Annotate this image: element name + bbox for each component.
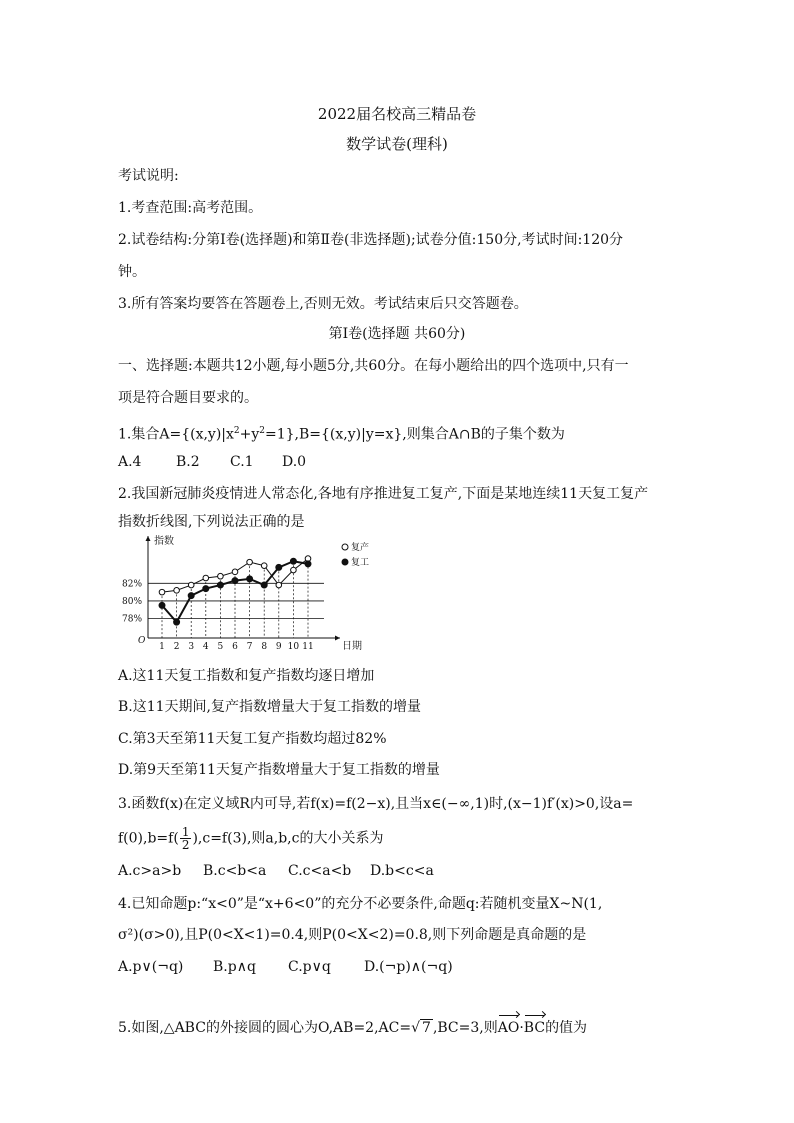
q3-option-c: C.c<a<b <box>288 863 352 879</box>
q1-option-c: C.1 <box>230 454 254 470</box>
q1-text-a: 1.集合A={(x,y)|x <box>118 426 234 443</box>
q4-option-b: B.p∧q <box>213 959 256 975</box>
vector-bc: BC <box>523 1020 546 1036</box>
data-point-hollow <box>247 559 253 565</box>
data-point-filled <box>174 619 180 625</box>
question-4-options <box>118 957 453 977</box>
question-2-line-2: 指数折线图,下列说法正确的是 <box>118 514 305 530</box>
q1-option-d: D.0 <box>282 454 307 470</box>
question-2-line-1: 2.我国新冠肺炎疫情进人常态化,各地有序推进复工复产,下面是某地连续11天复工复产 <box>118 486 649 502</box>
data-point-hollow <box>188 582 194 588</box>
q5-text-a: 5.如图,△ABC的外接圆的圆心为O,AB=2,AC= <box>118 1020 412 1036</box>
q5-text-b: ,BC=3,则 <box>432 1020 498 1036</box>
x-tick-label: 11 <box>302 642 314 652</box>
q1-text-b: +y <box>239 426 260 443</box>
data-point-hollow <box>291 567 297 573</box>
x-tick-label: 3 <box>188 642 195 652</box>
q4-option-d: D.(¬p)∧(¬q) <box>364 959 453 975</box>
data-point-filled <box>290 558 296 564</box>
question-5-stem <box>118 1018 678 1038</box>
part1-title: 第Ⅰ卷(选择题 共60分) <box>328 326 466 342</box>
sqrt-radicand: 7 <box>422 1020 431 1036</box>
y-tick-label: 82% <box>122 579 143 590</box>
x-tick-label: 10 <box>287 642 300 652</box>
exam-subtitle: 数学试卷(理科) <box>346 135 448 153</box>
instruction-item-3: 3.所有答案均要答在答题卷上,否则无效。考试结束后只交答题卷。 <box>118 296 528 312</box>
q2-option-b: B.这11天期间,复产指数增量大于复工指数的增量 <box>118 699 422 715</box>
x-tick-label: 2 <box>173 642 180 652</box>
data-point-filled <box>261 582 267 588</box>
vector-ao: AO <box>497 1020 520 1036</box>
data-point-filled <box>305 561 311 567</box>
q1-text-c: =1},B={(x,y)|y=x},则集合A∩B的子集个数为 <box>265 426 565 443</box>
legend-marker-hollow <box>342 544 348 550</box>
question-1-options <box>118 452 306 472</box>
frac-denominator: 2 <box>181 838 190 852</box>
x-tick-label: 8 <box>261 642 268 652</box>
question-4-line-2: σ²)(σ>0),且P(0<X<1)=0.4,则P(0<X<2)=0.8,则下列命题是真命题的是 <box>118 927 587 943</box>
q2-option-a: A.这11天复工指数和复产指数均逐日增加 <box>118 668 375 684</box>
q3-text-b: ),c=f(3),则a,b,c的大小关系为 <box>192 830 384 847</box>
data-point-filled <box>188 593 194 599</box>
legend-entry: 复工 <box>351 558 370 568</box>
frac-numerator: 1 <box>181 825 190 839</box>
q3-text-a: f(0),b=f( <box>118 830 179 847</box>
data-point-filled <box>247 576 253 582</box>
data-point-filled <box>232 578 238 584</box>
x-axis-arrow <box>335 636 340 641</box>
y-tick-label: 80% <box>122 596 143 607</box>
part1-intro-line-2: 项是符合题目要求的。 <box>118 390 258 406</box>
fraction-one-half <box>180 826 192 851</box>
index-line-chart <box>118 528 378 652</box>
chart-series-layer <box>159 541 369 652</box>
data-point-filled <box>217 582 223 588</box>
instruction-item-1: 1.考查范围:高考范围。 <box>118 200 263 216</box>
sqrt-sign: √ <box>411 1020 421 1036</box>
y-axis-label: 指数 <box>154 536 174 547</box>
data-point-hollow <box>261 563 267 569</box>
q3-option-b: B.c<b<a <box>203 863 267 879</box>
q1-sup-1: 2 <box>233 426 240 436</box>
q3-option-a: A.c>a>b <box>118 863 182 879</box>
q1-option-a: A.4 <box>118 454 142 470</box>
question-1-stem <box>118 421 678 445</box>
data-point-hollow <box>276 582 282 588</box>
question-3-options <box>118 861 434 881</box>
x-tick-label: 4 <box>202 642 209 652</box>
instruction-item-2-line-2: 钟。 <box>118 264 146 280</box>
q4-option-c: C.p∨q <box>288 959 331 975</box>
exam-title: 2022届名校高三精品卷 <box>317 105 477 123</box>
legend-entry: 复产 <box>351 543 370 553</box>
data-point-filled <box>203 586 209 592</box>
data-point-hollow <box>159 589 165 595</box>
part1-intro-line-1: 一、选择题:本题共12小题,每小题5分,共60分。在每小题给出的四个选项中,只有一 <box>118 358 629 374</box>
q1-sup-2: 2 <box>259 426 266 436</box>
question-3-line-2 <box>118 826 678 851</box>
data-point-hollow <box>203 575 209 581</box>
x-axis-label: 日期 <box>342 641 362 652</box>
data-point-hollow <box>218 573 224 579</box>
data-point-filled <box>159 602 165 608</box>
origin-label: O <box>138 636 146 646</box>
x-tick-label: 5 <box>217 642 224 652</box>
x-tick-label: 9 <box>275 642 282 652</box>
data-point-hollow <box>232 569 238 575</box>
chart-frame <box>122 534 362 652</box>
instruction-item-2-line-1: 2.试卷结构:分第Ⅰ卷(选择题)和第Ⅱ卷(非选择题);试卷分值:150分,考试时间:120分 <box>118 232 624 248</box>
x-tick-label: 6 <box>232 642 238 652</box>
legend-marker-filled <box>342 559 348 565</box>
q5-text-c: 的值为 <box>545 1020 588 1036</box>
x-tick-label: 7 <box>246 642 253 652</box>
q1-option-b: B.2 <box>176 454 200 470</box>
data-point-hollow <box>174 588 180 594</box>
question-3-line-1: 3.函数f(x)在定义域R内可导,若f(x)=f(2−x),且当x∈(−∞,1)时,(x−1)f′(x)>0,设a= <box>118 796 634 812</box>
x-tick-label: 1 <box>159 642 165 652</box>
q3-option-d: D.b<c<a <box>370 863 434 879</box>
q2-option-d: D.第9天至第11天复产指数增量大于复工指数的增量 <box>118 762 440 778</box>
y-axis-arrow <box>146 536 151 541</box>
question-4-line-1: 4.已知命题p:“x<0”是“x+6<0”的充分不必要条件,命题q:若随机变量X~N(1, <box>118 896 603 912</box>
q4-option-a: A.p∨(¬q) <box>118 959 184 975</box>
instructions-heading: 考试说明: <box>118 168 179 184</box>
q2-option-c: C.第3天至第11天复工复产指数均超过82% <box>118 731 387 747</box>
dot-operator: · <box>519 1020 524 1036</box>
y-tick-label: 78% <box>122 614 143 625</box>
data-point-filled <box>276 564 282 570</box>
